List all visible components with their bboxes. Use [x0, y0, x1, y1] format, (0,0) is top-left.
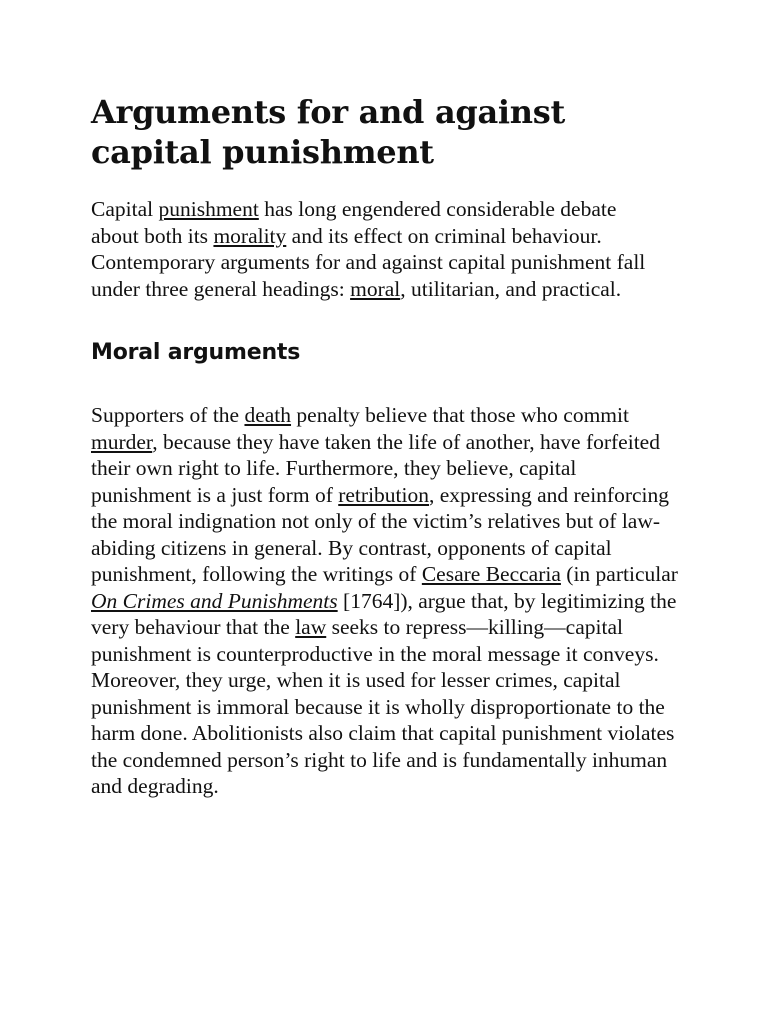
link-on-crimes-and-punishments[interactable]: On Crimes and Punishments: [91, 588, 338, 613]
body-text: Supporters of the: [91, 403, 245, 427]
intro-text: Capital: [91, 197, 159, 221]
link-murder[interactable]: murder: [91, 429, 153, 454]
page-title: Arguments for and against capital punishment: [91, 93, 565, 171]
body-text: seeks to repress—killing—capital punishment is counterproductive in the moral message it conveys. Moreover, they urge, when it is used for lesser crimes, capital punishment is immoral because it is wholly disproportionate to the harm done. Abolitionists also claim that capital punishment violates the condemned person’s right to life and is fundamentally inhuman and degrading.: [91, 615, 675, 798]
intro-text: and its effect on criminal behaviour. Contemporary arguments for and against capital punishment fall under three general headings:: [91, 223, 646, 301]
body-text: , because they have taken the life of another, have forfeited their own right to life. Furthermore, they believe, capital punishment is a just form of: [91, 429, 660, 507]
article: [91, 92, 681, 800]
section-heading-moral-arguments: Moral arguments: [91, 340, 301, 365]
intro-text: , utilitarian, and practical.: [400, 276, 622, 301]
intro-paragraph: [91, 196, 651, 302]
link-cesare-beccaria[interactable]: Cesare Beccaria: [421, 562, 561, 586]
body-text: [1764]), argue that, by legitimizing the very behaviour that the: [91, 588, 677, 639]
link-punishment[interactable]: punishment: [158, 197, 259, 221]
intro-text: has long engendered considerable debate about both its: [91, 197, 617, 248]
link-moral[interactable]: moral: [350, 276, 401, 301]
link-retribution[interactable]: retribution: [338, 482, 429, 507]
link-law[interactable]: law: [295, 615, 327, 639]
link-morality[interactable]: morality: [213, 223, 287, 248]
link-death[interactable]: death: [244, 403, 292, 427]
body-text: , expressing and reinforcing the moral indignation not only of the victim’s relatives but of law-abiding citizens in general. By contrast, opponents of capital punishment, following the writings of: [91, 482, 670, 586]
moral-arguments-paragraph: [91, 402, 681, 800]
body-text: (in particular: [560, 562, 678, 586]
body-text: penalty believe that those who commit: [291, 403, 629, 427]
